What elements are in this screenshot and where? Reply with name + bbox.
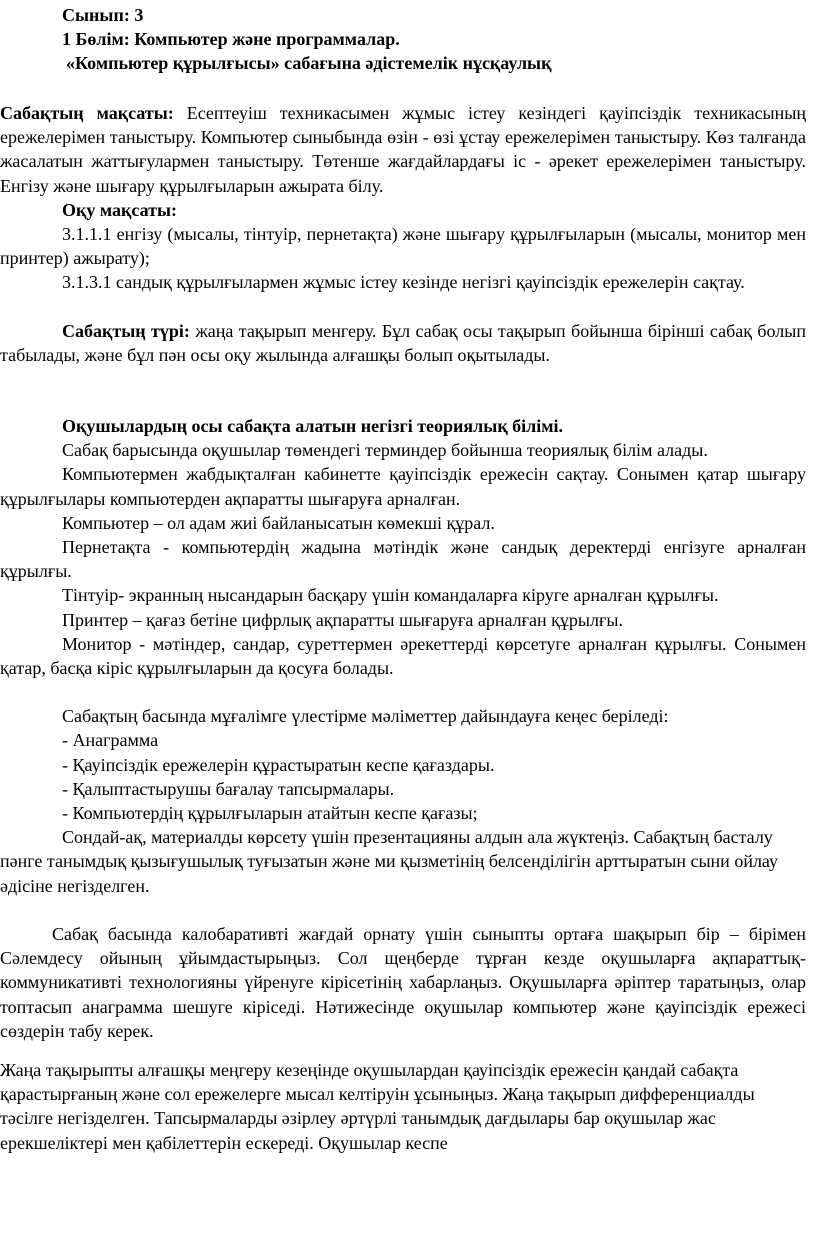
section-heading: 1 Бөлім: Компьютер және программалар.	[62, 29, 400, 49]
theory-paragraph: Тінтуір- экранның нысандарын басқару үшін командаларға кіруге арналған құрылғы.	[62, 585, 719, 606]
advice-list-item: - Қауіпсіздік ережелерін құрастыратын кеспе қағаздары.	[62, 754, 495, 775]
learning-objective-item: 3.1.3.1 сандық құрылғылармен жұмыс істеу кезінде негізгі қауіпсіздік ережелерін сақтау.	[62, 272, 745, 293]
theory-paragraph: Сабақ барысында оқушылар төмендегі терминдер бойынша теориялық білім алады.	[62, 440, 708, 461]
collaboration-paragraph: Сабақ басында калобаративті жағдай орнату үшін сыныпты ортаға шақырып бір – бірімен Сәлемдесу ойының ұйымдастырыңыз. Сол щеңберде тұрған кезде оқушыларға ақпараттық- коммуникативті технологияны үйренуге кірісетінің хабарлаңыз. Оқушыларға әріптер таратыңыз, олар топтасып анаграмма шешуге кіріседі. Нәтижесінде оқушылар компьютер және қауіпсіздік ережесі сөздерін табу керек.	[0, 923, 806, 1041]
advice-intro: Сабақтың басында мұғалімге үлестірме мәліметтер дайындауға кеңес беріледі:	[62, 706, 669, 727]
theory-paragraph: Монитор - мәтіндер, сандар, суреттермен әрекеттерді көрсетуге арналған құрылғы. Сонымен қатар, басқа кіріс құрылғыларын да қосуға болады.	[0, 633, 806, 679]
lesson-goal-text: Есептеуіш техникасымен жұмыс істеу кезіндегі қауіпсіздік техникасының ережелерімен таныстыру. Компьютер сыныбында өзін - өзі ұстау ережелерімен таныстыру. Көз талғанда жасалатын жаттығулармен таныстыру. Төтенше жағдайлардағы іс - әрекет ережелерімен таныстыру. Енгізу және шығару құрылғыларын ажырата білу.	[0, 103, 807, 196]
theory-paragraph: Компьютер – ол адам жиі байланысатын көмекші құрал.	[62, 512, 495, 533]
theory-paragraph: Пернетақта - компьютердің жадына мәтіндік және сандық деректерді енгізуге арналған құрылғы.	[0, 537, 806, 582]
advice-list-item: - Компьютердің құрылғыларын атайтын кеспе қағазы;	[62, 803, 478, 824]
advice-list-item: - Анаграмма	[62, 730, 159, 751]
lesson-goal-paragraph	[0, 101, 806, 198]
theory-paragraph: Компьютермен жабдықталған кабинетте қауіпсіздік ережесін сақтау. Сонымен қатар шығару құрылғылары компьютерден ақпаратты шығаруға арналған.	[0, 464, 806, 509]
theory-paragraph: Принтер – қағаз бетіне цифрлық ақпаратты шығаруға арналған құрылғы.	[62, 609, 623, 630]
new-topic-paragraph: Жаңа тақырыпты алғашқы меңгеру кезеңінде оқушылардан қауіпсіздік ережесін қандай сабақта қарастырғаның және сол ережелерге мысал келтіруін ұсыныңыз. Жаңа тақырып дифференциалды тәсілге негізделген. Тапсырмаларды әзірлеу әртүрлі танымдық дағдылары бар оқушылар жас ерекшеліктері мен қабілеттерін ескереді. Оқушылар кеспе	[0, 1059, 755, 1153]
lesson-goal-label: Сабақтың мақсаты:	[0, 103, 174, 123]
advice-list-item: - Қалыптастырушы бағалау тапсырмалары.	[62, 778, 395, 799]
lesson-type-paragraph	[0, 319, 806, 367]
lesson-type-label: Сабақтың түрі:	[62, 320, 190, 341]
learning-objective-label: Оқу мақсаты:	[62, 199, 178, 220]
advice-closing: Сондай-ақ, материалды көрсету үшін презентацияны алдын ала жүктеңіз. Сабақтың басталу пәнге танымдық қызығушылық туғызатын және ми қызметінің белсенділігін арттыратын сыни ойлау әдісіне негізделген.	[0, 827, 779, 896]
theory-heading: Оқушылардың осы сабақта алатын негізгі теориялық білімі.	[62, 416, 564, 437]
document-title: «Компьютер құрылғысы» сабағына әдістемелік нұсқаулық	[66, 53, 552, 73]
grade-heading: Сынып: 3	[62, 5, 144, 25]
lesson-type-text: жаңа тақырып менгеру. Бұл сабақ осы тақырып бойынша бірінші сабақ болып табылады, және бұл пән осы оқу жылында алғашқы болып оқытылады.	[0, 320, 807, 365]
learning-objective-item: 3.1.1.1 енгізу (мысалы, тінтуір, пернетақта) және шығару құрылғыларын (мысалы, монитор мен принтер) ажырату);	[0, 224, 806, 269]
